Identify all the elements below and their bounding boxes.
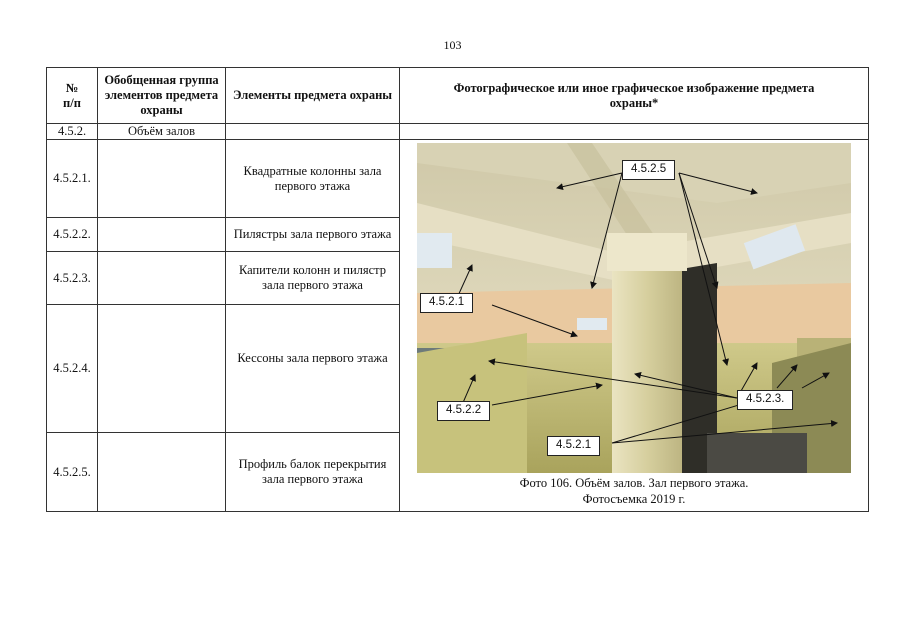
row-num: 4.5.2.4. xyxy=(47,305,98,433)
row-num: 4.5.2.1. xyxy=(47,140,98,218)
header-elements: Элементы предмета охраны xyxy=(226,68,400,124)
table-header-row xyxy=(47,68,869,124)
row-num: 4.5.2.5. xyxy=(47,433,98,512)
row-element: Профиль балок перекрытия зала первого этажа xyxy=(226,433,400,512)
row-num: 4.5.2.3. xyxy=(47,252,98,305)
row-group-empty xyxy=(98,433,226,512)
group-empty-cell xyxy=(226,124,400,140)
photo-cell xyxy=(400,140,869,512)
hall-photo xyxy=(417,143,851,473)
group-empty-image-cell xyxy=(400,124,869,140)
heritage-elements-table xyxy=(46,67,869,512)
row-element: Капители колонн и пилястр зала первого этажа xyxy=(226,252,400,305)
callout-4-5-2-1-lower: 4.5.2.1 xyxy=(547,436,600,456)
row-group-empty xyxy=(98,305,226,433)
page-number: 103 xyxy=(443,38,462,52)
callout-4-5-2-3: 4.5.2.3. xyxy=(737,390,793,410)
row-num: 4.5.2.2. xyxy=(47,218,98,252)
row-group-empty xyxy=(98,218,226,252)
header-num: № п/п xyxy=(47,68,98,124)
group-row xyxy=(47,124,869,140)
row-group-empty xyxy=(98,140,226,218)
callout-4-5-2-5: 4.5.2.5 xyxy=(622,160,675,180)
group-num: 4.5.2. xyxy=(47,124,98,140)
header-group: Обобщенная группа элементов предмета охраны xyxy=(98,68,226,124)
callout-4-5-2-2: 4.5.2.2 xyxy=(437,401,490,421)
row-element: Квадратные колонны зала первого этажа xyxy=(226,140,400,218)
group-name: Объём залов xyxy=(98,124,226,140)
table-row xyxy=(47,140,869,218)
photo-caption xyxy=(400,473,868,507)
callout-arrows xyxy=(417,143,851,473)
header-image: Фотографическое или иное графическое изображение предмета охраны* xyxy=(400,68,869,124)
row-element: Кессоны зала первого этажа xyxy=(226,305,400,433)
photo-caption-line2: Фотосъемка 2019 г. xyxy=(582,491,686,506)
callout-4-5-2-1-upper: 4.5.2.1 xyxy=(420,293,473,313)
photo-caption-line1: Фото 106. Объём залов. Зал первого этажа. xyxy=(519,476,749,490)
row-element: Пилястры зала первого этажа xyxy=(226,218,400,252)
row-group-empty xyxy=(98,252,226,305)
